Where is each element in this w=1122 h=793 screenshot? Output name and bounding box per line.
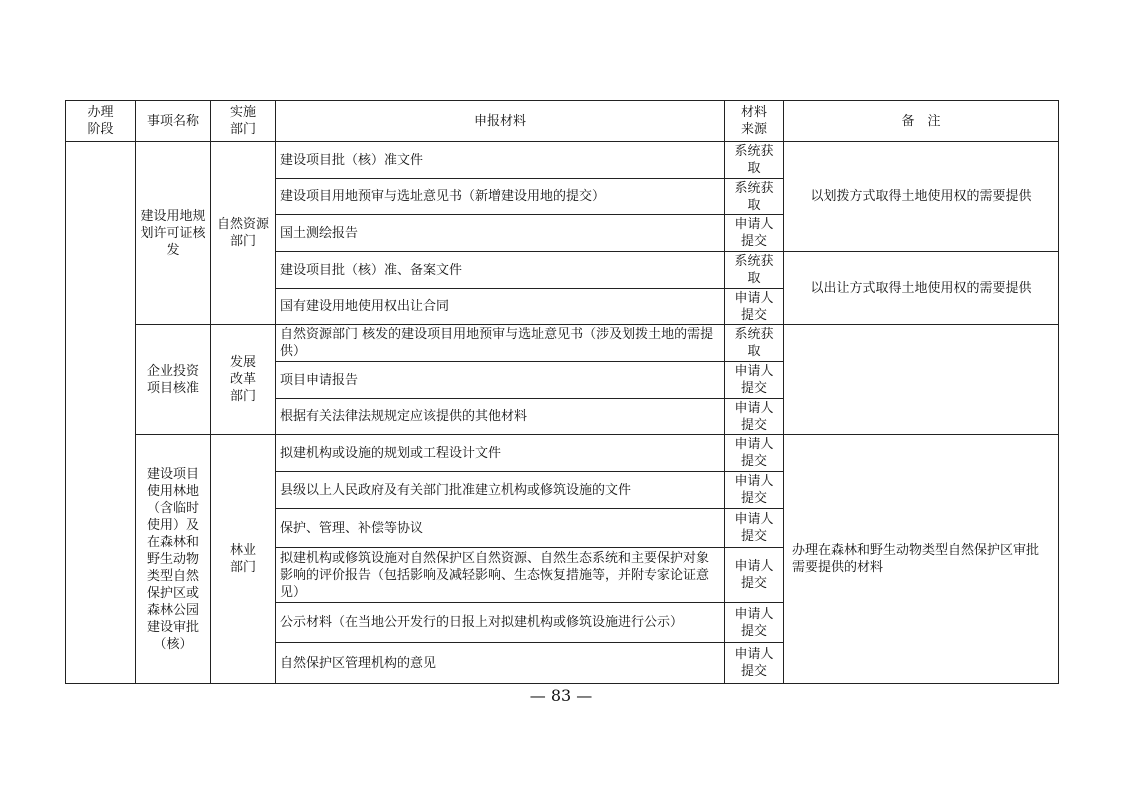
source-cell: 申请人提交: [725, 362, 784, 399]
note-cell: 办理在森林和野生动物类型自然保护区审批需要提供的材料: [784, 435, 1059, 684]
material-cell: 保护、管理、补偿等协议: [276, 509, 725, 548]
source-cell: 系统获取: [725, 252, 784, 289]
source-cell: 申请人提交: [725, 548, 784, 603]
item-name-cell: 建设用地规划许可证核发: [136, 142, 211, 325]
dept-cell: 自然资源部门: [211, 142, 276, 325]
source-cell: 申请人提交: [725, 509, 784, 548]
source-cell: 申请人提交: [725, 289, 784, 325]
table-row: [66, 142, 1059, 179]
source-cell: 申请人提交: [725, 215, 784, 252]
source-cell: 系统获取: [725, 179, 784, 215]
dept-cell: 发展改革部门: [211, 325, 276, 435]
materials-table: [65, 100, 1059, 684]
material-cell: 拟建机构或设施的规划或工程设计文件: [276, 435, 725, 472]
table-header-row: [66, 101, 1059, 142]
material-cell: 县级以上人民政府及有关部门批准建立机构或修筑设施的文件: [276, 472, 725, 509]
table-row: [66, 325, 1059, 362]
note-cell: [784, 325, 1059, 435]
header-note: 备 注: [784, 101, 1059, 142]
material-cell: 国有建设用地使用权出让合同: [276, 289, 725, 325]
header-stage: 办理阶段: [66, 101, 136, 142]
material-cell: 拟建机构或修筑设施对自然保护区自然资源、自然生态系统和主要保护对象影响的评价报告（包括影响及减轻影响、生态恢复措施等，并附专家论证意见）: [276, 548, 725, 603]
source-cell: 系统获取: [725, 325, 784, 362]
material-cell: 项目申请报告: [276, 362, 725, 399]
material-cell: 根据有关法律法规规定应该提供的其他材料: [276, 399, 725, 435]
source-cell: 系统获取: [725, 142, 784, 179]
note-cell: 以划拨方式取得土地使用权的需要提供: [784, 142, 1059, 252]
source-cell: 申请人提交: [725, 472, 784, 509]
material-cell: 自然保护区管理机构的意见: [276, 643, 725, 684]
material-cell: 建设项目批（核）准文件: [276, 142, 725, 179]
material-cell: 国土测绘报告: [276, 215, 725, 252]
header-dept: 实施部门: [211, 101, 276, 142]
source-cell: 申请人提交: [725, 643, 784, 684]
page-number: — 83 —: [529, 686, 593, 705]
header-material: 申报材料: [276, 101, 725, 142]
item-name-cell: 企业投资项目核准: [136, 325, 211, 435]
dept-cell: 林业部门: [211, 435, 276, 684]
note-cell: 以出让方式取得土地使用权的需要提供: [784, 252, 1059, 325]
stage-cell: [66, 142, 136, 684]
source-cell: 申请人提交: [725, 435, 784, 472]
header-item: 事项名称: [136, 101, 211, 142]
material-cell: 建设项目用地预审与选址意见书（新增建设用地的提交）: [276, 179, 725, 215]
table-row: [66, 435, 1059, 472]
source-cell: 申请人提交: [725, 603, 784, 643]
source-cell: 申请人提交: [725, 399, 784, 435]
material-cell: 公示材料（在当地公开发行的日报上对拟建机构或修筑设施进行公示）: [276, 603, 725, 643]
material-cell: 自然资源部门 核发的建设项目用地预审与选址意见书（涉及划拨土地的需提供）: [276, 325, 725, 362]
item-name-cell: 建设项目使用林地（含临时使用）及在森林和野生动物类型自然保护区或森林公园建设审批（核）: [136, 435, 211, 684]
header-source: 材料来源: [725, 101, 784, 142]
material-cell: 建设项目批（核）准、备案文件: [276, 252, 725, 289]
